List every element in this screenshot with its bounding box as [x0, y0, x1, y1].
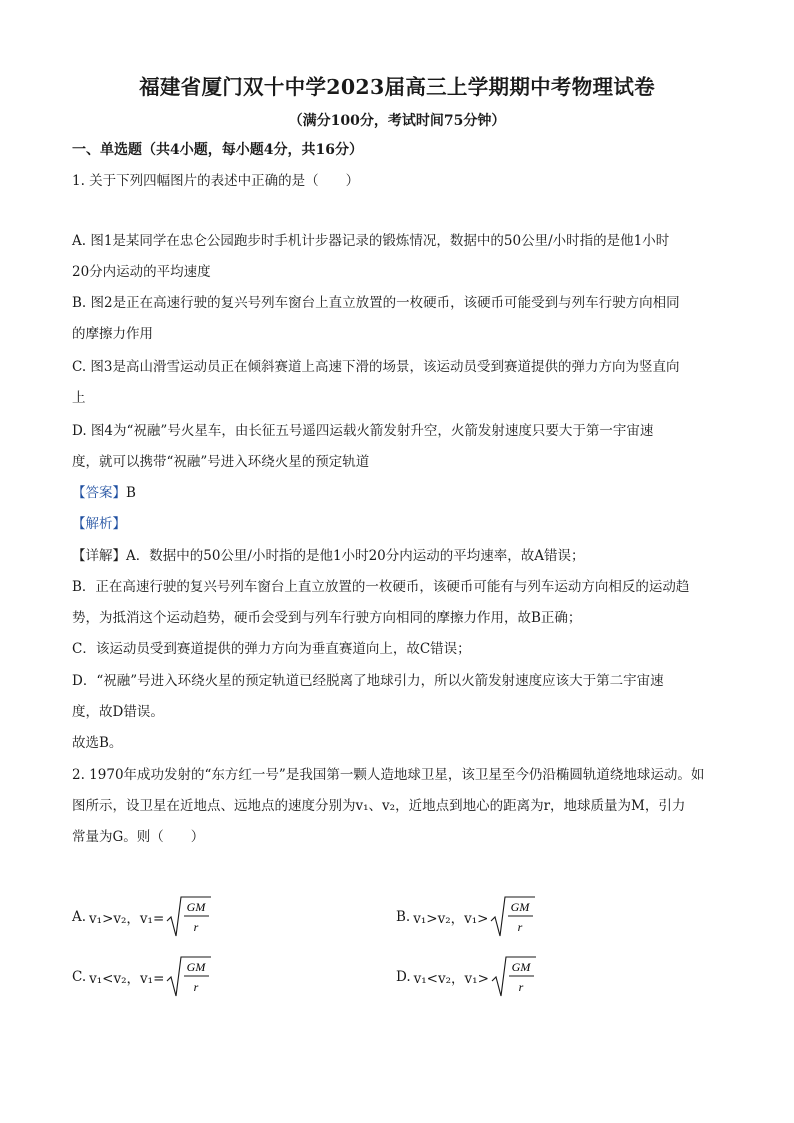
frac-denominator: r — [194, 980, 199, 994]
frac-numerator: GM — [511, 900, 530, 914]
q2-stem-line2: 图所示，设卫星在近地点、远地点的速度分别为v₁、v₂，近地点到地心的距离为r，地球质量为M，引力 — [72, 798, 686, 814]
answer-label: 【答案】 — [72, 485, 126, 501]
sqrt-fraction — [166, 895, 212, 939]
frac-numerator: GM — [186, 900, 206, 914]
frac-denominator: r — [518, 920, 523, 934]
frac-denominator: r — [193, 920, 199, 934]
detail-line: B．正在高速行驶的复兴号列车窗台上直立放置的一枚硬币，该硬币可能有与列车运动方向相反的运动趋 — [72, 579, 690, 595]
option-label: A. — [72, 909, 87, 925]
exam-subtitle: （满分100分，考试时间75分钟） — [288, 113, 506, 129]
sqrt-fraction — [490, 895, 536, 939]
option-label: B. — [396, 909, 411, 925]
detail-line: D．“祝融”号进入环绕火星的预定轨道已经脱离了地球引力，所以火箭发射速度应该大于第二宇宙速 — [72, 673, 664, 689]
section-heading: 一、单选题（共4小题，每小题4分，共16分） — [72, 142, 363, 158]
q2-stem-line3: 常量为G。则（ ） — [72, 829, 205, 845]
analysis-label: 【解析】 — [72, 516, 126, 532]
sqrt-fraction — [491, 955, 537, 999]
option-label: D. — [396, 969, 411, 985]
q2-option-b — [396, 895, 536, 939]
detail-line: C．该运动员受到赛道提供的弹力方向为垂直赛道向上，故C错误； — [72, 641, 471, 657]
detail-line: 势，为抵消这个运动趋势，硬币会受到与列车行驶方向相同的摩擦力作用，故B正确； — [72, 610, 582, 626]
q1-stem: 1. 关于下列四幅图片的表述中正确的是（ ） — [72, 173, 360, 189]
q1-option-b-line1: B. 图2是正在高速行驶的复兴号列车窗台上直立放置的一枚硬币，该硬币可能受到与列车行驶方向相同 — [72, 295, 680, 311]
option-relation: v₁>v₂，v₁= — [89, 911, 165, 927]
detail-line: 度，故D错误。 — [72, 704, 164, 720]
option-relation: v₁<v₂，v₁= — [89, 971, 165, 987]
detail-line: 【详解】A．数据中的50公里/小时指的是他1小时20分内运动的平均速率，故A错误； — [72, 548, 585, 564]
q2-option-a — [72, 895, 212, 939]
q1-option-a-line1: A. 图1是某同学在忠仑公园跑步时手机计步器记录的锻炼情况，数据中的50公里/小时指的是他1小时 — [72, 233, 670, 249]
q1-option-d-line1: D. 图4为“祝融”号火星车，由长征五号遥四运载火箭发射升空，火箭发射速度只要大于第一宇宙速 — [72, 423, 654, 439]
q2-option-c — [72, 955, 212, 999]
option-label: C. — [72, 969, 87, 985]
page-title: 福建省厦门双十中学2023届高三上学期期中考物理试卷 — [139, 75, 655, 99]
option-relation: v₁>v₂，v₁> — [413, 911, 489, 927]
detail-conclusion: 故选B。 — [72, 735, 123, 751]
q1-option-d-line2: 度，就可以携带“祝融”号进入环绕火星的预定轨道 — [72, 454, 370, 470]
frac-numerator: GM — [511, 960, 531, 974]
frac-denominator: r — [518, 980, 524, 994]
q1-answer — [72, 487, 136, 501]
q1-option-c-line2: 上 — [72, 390, 86, 406]
q1-option-b-line2: 的摩擦力作用 — [72, 326, 153, 342]
q1-option-c-line1: C. 图3是高山滑雪运动员正在倾斜赛道上高速下滑的场景，该运动员受到赛道提供的弹力方向为竖直向 — [72, 359, 680, 375]
q2-option-d — [396, 955, 537, 999]
q2-stem-line1: 2. 1970年成功发射的“东方红一号”是我国第一颗人造地球卫星，该卫星至今仍沿椭圆轨道绕地球运动。如 — [72, 767, 705, 783]
answer-value: B — [126, 485, 136, 501]
frac-numerator: GM — [187, 960, 206, 974]
q1-option-a-line2: 20分内运动的平均速度 — [72, 264, 211, 280]
sqrt-fraction — [166, 955, 212, 999]
option-relation: v₁<v₂，v₁> — [413, 971, 489, 987]
